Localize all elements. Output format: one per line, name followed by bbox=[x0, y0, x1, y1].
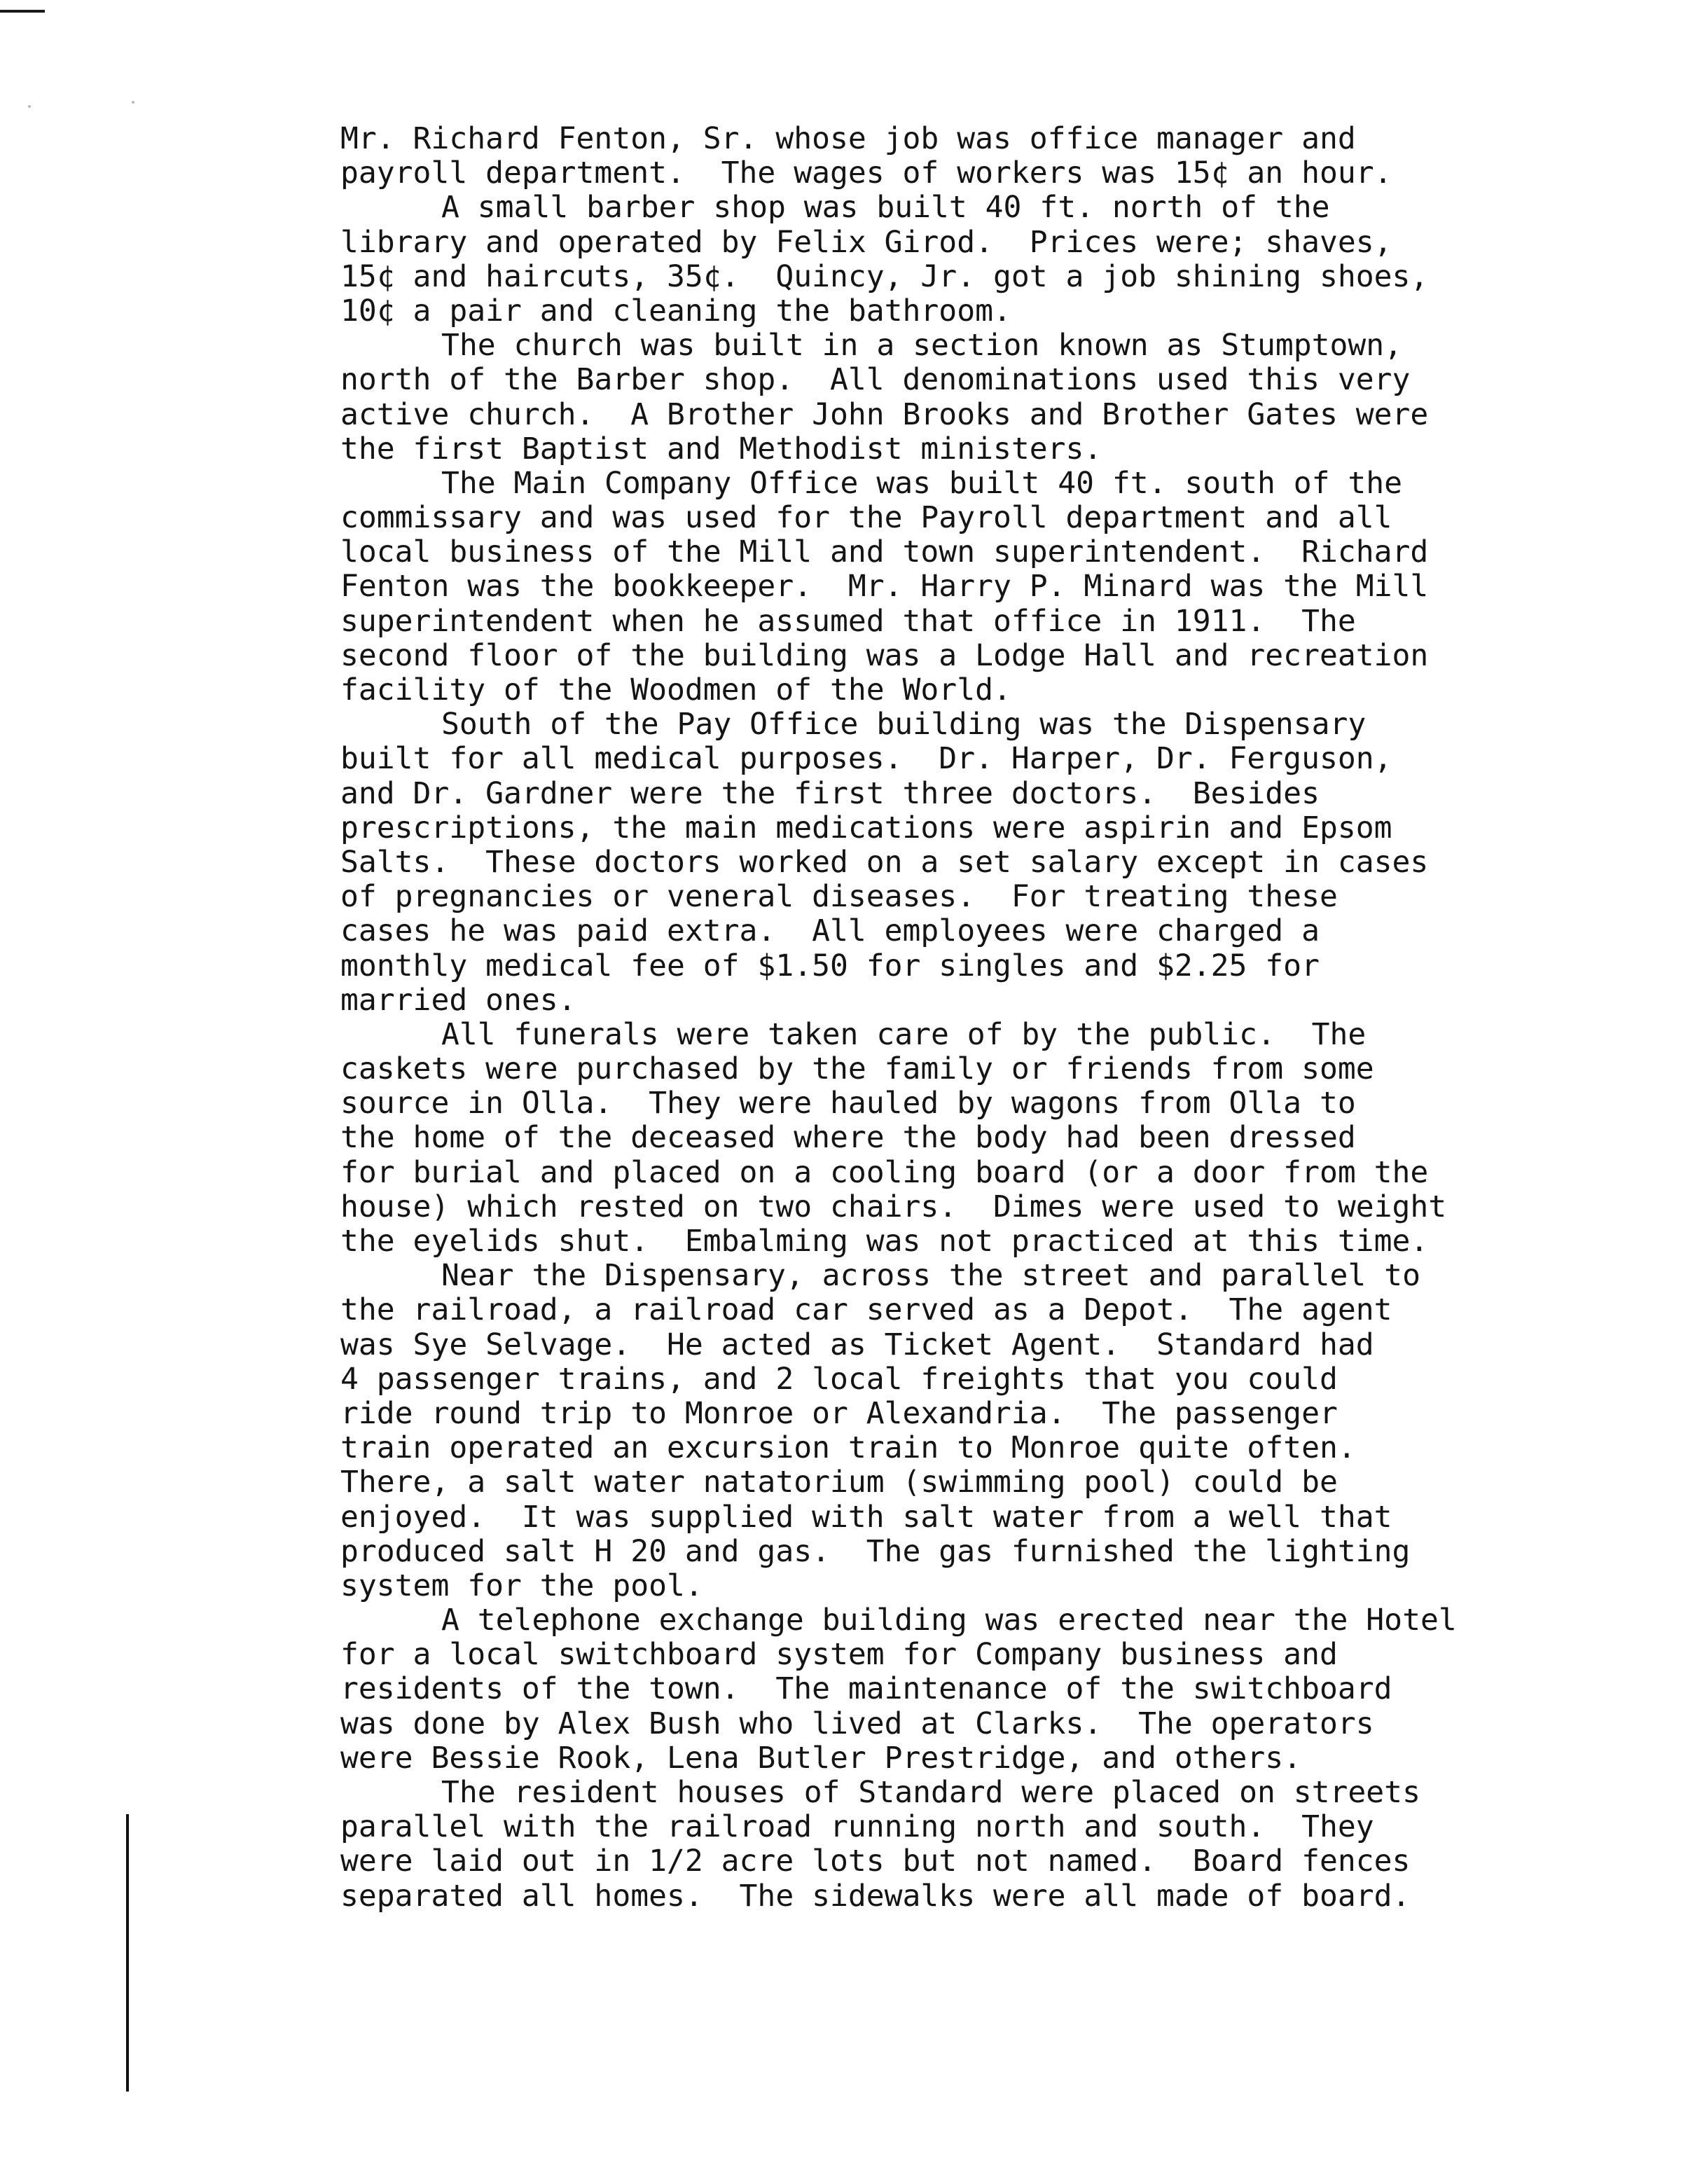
text-line: the eyelids shut. Embalming was not practiced at this time. bbox=[340, 1224, 1429, 1259]
text-line: 10¢ a pair and cleaning the bathroom. bbox=[340, 293, 1011, 329]
text-line: There, a salt water natatorium (swimming pool) could be bbox=[340, 1465, 1338, 1500]
text-line: produced salt H 20 and gas. The gas furnished the lighting bbox=[340, 1533, 1411, 1569]
document-body bbox=[340, 122, 1587, 1914]
text-line: library and operated by Felix Girod. Prices were; shaves, bbox=[340, 224, 1392, 260]
text-line: enjoyed. It was supplied with salt water from a well that bbox=[340, 1499, 1392, 1535]
text-line: ride round trip to Monroe or Alexandria. The passenger bbox=[340, 1395, 1338, 1431]
text-line: A telephone exchange building was erected near the Hotel bbox=[441, 1603, 1457, 1638]
text-line: All funerals were taken care of by the public. The bbox=[441, 1016, 1367, 1052]
text-line: 15¢ and haircuts, 35¢. Quincy, Jr. got a job shining shoes, bbox=[340, 258, 1429, 294]
text-line: prescriptions, the main medications were aspirin and Epsom bbox=[340, 810, 1392, 845]
text-line: commissary and was used for the Payroll department and all bbox=[340, 500, 1392, 536]
text-line: A small barber shop was built 40 ft. north of the bbox=[441, 190, 1330, 226]
text-line: South of the Pay Office building was the Dispensary bbox=[441, 707, 1367, 742]
scan-speck bbox=[132, 101, 134, 104]
text-line: source in Olla. They were hauled by wagons from Olla to bbox=[340, 1086, 1356, 1121]
scan-edge-mark bbox=[0, 10, 45, 13]
text-line: superintendent when he assumed that office in 1911. The bbox=[340, 603, 1356, 639]
text-line: the first Baptist and Methodist ministers. bbox=[340, 431, 1102, 466]
scan-speck bbox=[28, 105, 31, 108]
text-line: the railroad, a railroad car served as a Depot. The agent bbox=[340, 1292, 1392, 1328]
text-line: cases he was paid extra. All employees were charged a bbox=[340, 913, 1320, 949]
text-line: facility of the Woodmen of the World. bbox=[340, 672, 1011, 707]
text-line: local business of the Mill and town superintendent. Richard bbox=[340, 534, 1429, 570]
text-line: 4 passenger trains, and 2 local freights that you could bbox=[340, 1361, 1338, 1397]
text-line: for a local switchboard system for Company business and bbox=[340, 1637, 1338, 1673]
text-line: Mr. Richard Fenton, Sr. whose job was office manager and bbox=[340, 121, 1356, 156]
text-line: were laid out in 1/2 acre lots but not named. Board fences bbox=[340, 1844, 1411, 1879]
text-line: The Main Company Office was built 40 ft. south of the bbox=[441, 465, 1403, 501]
text-line: the home of the deceased where the body had been dressed bbox=[340, 1120, 1356, 1156]
text-line: monthly medical fee of $1.50 for singles and $2.25 for bbox=[340, 948, 1320, 983]
text-line: parallel with the railroad running north and south. They bbox=[340, 1809, 1374, 1845]
text-line: were Bessie Rook, Lena Butler Prestridge, and others. bbox=[340, 1740, 1302, 1776]
text-line: house) which rested on two chairs. Dimes were used to weight bbox=[340, 1189, 1447, 1224]
text-line: train operated an excursion train to Monroe quite often. bbox=[340, 1430, 1356, 1466]
text-line: The church was built in a section known as Stumptown, bbox=[441, 328, 1403, 364]
scan-binding-line bbox=[126, 1814, 129, 2092]
text-line: was done by Alex Bush who lived at Clarks. The operators bbox=[340, 1706, 1374, 1741]
text-line: and Dr. Gardner were the first three doctors. Besides bbox=[340, 775, 1320, 811]
text-line: married ones. bbox=[340, 982, 576, 1018]
text-line: The resident houses of Standard were placed on streets bbox=[441, 1775, 1420, 1810]
text-line: built for all medical purposes. Dr. Harper, Dr. Ferguson, bbox=[340, 741, 1392, 777]
text-line: Fenton was the bookkeeper. Mr. Harry P. Minard was the Mill bbox=[340, 569, 1429, 604]
text-line: payroll department. The wages of workers was 15¢ an hour. bbox=[340, 155, 1392, 191]
text-line: Near the Dispensary, across the street and parallel to bbox=[441, 1258, 1420, 1294]
text-line: separated all homes. The sidewalks were all made of board. bbox=[340, 1878, 1411, 1914]
text-line: caskets were purchased by the family or friends from some bbox=[340, 1051, 1374, 1087]
text-line: residents of the town. The maintenance of the switchboard bbox=[340, 1671, 1392, 1707]
text-line: north of the Barber shop. All denominations used this very bbox=[340, 362, 1411, 398]
text-line: of pregnancies or veneral diseases. For treating these bbox=[340, 879, 1338, 915]
text-line: second floor of the building was a Lodge Hall and recreation bbox=[340, 637, 1429, 673]
text-line: for burial and placed on a cooling board (or a door from the bbox=[340, 1154, 1429, 1190]
text-line: was Sye Selvage. He acted as Ticket Agent. Standard had bbox=[340, 1327, 1374, 1362]
text-line: Salts. These doctors worked on a set salary except in cases bbox=[340, 844, 1429, 880]
text-line: active church. A Brother John Brooks and Brother Gates were bbox=[340, 396, 1429, 432]
text-line: system for the pool. bbox=[340, 1568, 703, 1603]
